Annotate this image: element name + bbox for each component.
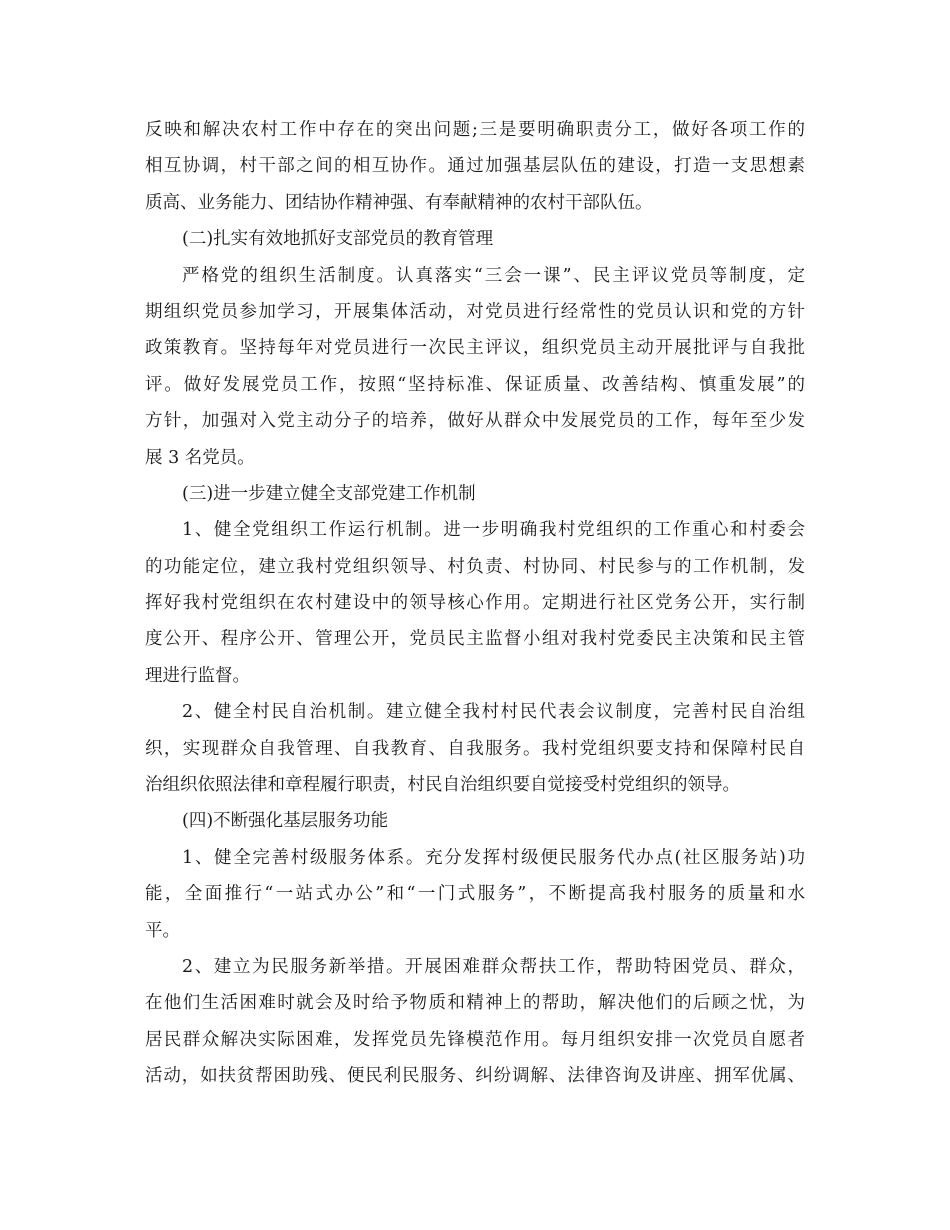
paragraph-villager-autonomy xyxy=(145,694,805,803)
text-line: 1、健全党组织工作运行机制。进一步明确我村党组织的工作重心和村委会 xyxy=(182,520,805,541)
text-line: 2、健全村民自治机制。建立健全我村村民代表会议制度，完善村民自治组 xyxy=(182,702,805,723)
text-line: 织，实现群众自我管理、自我教育、自我服务。我村党组织要支持和保障村民自 xyxy=(145,738,805,759)
text-line: 严格党的组织生活制度。认真落实“三会一课”、民主评议党员等制度，定 xyxy=(182,265,805,286)
text-line: 居民群众解决实际困难，发挥党员先锋模范作用。每月组织安排一次党员自愿者 xyxy=(145,1029,805,1050)
text-line: 2、建立为民服务新举措。开展困难群众帮扶工作，帮助特困党员、群众， xyxy=(182,956,805,977)
text-line: 度公开、程序公开、管理公开，党员民主监督小组对我村党委民主决策和民主管 xyxy=(145,629,805,650)
text-line: 能，全面推行“一站式办公”和“一门式服务”，不断提高我村服务的质量和水 xyxy=(145,884,805,905)
paragraph-village-service-system xyxy=(145,840,805,949)
text-line: 活动，如扶贫帮困助残、便民利民服务、纠纷调解、法律咨询及讲座、拥军优属、 xyxy=(145,1066,805,1087)
text-line: 挥好我村党组织在农村建设中的领导核心作用。定期进行社区党务公开，实行制 xyxy=(145,593,805,614)
text-line: 政策教育。坚持每年对党员进行一次民主评议，组织党员主动开展批评与自我批 xyxy=(145,338,805,359)
text-line: 的功能定位，建立我村党组织领导、村负责、村协同、村民参与的工作机制，发 xyxy=(145,556,805,577)
text-line: 理进行监督。 xyxy=(145,665,250,686)
section-heading-3 xyxy=(145,476,805,512)
text-line: 治组织依照法律和章程履行职责，村民自治组织要自觉接受村党组织的领导。 xyxy=(145,775,740,796)
text-line: 质高、业务能力、团结协作精神强、有奉献精神的农村干部队伍。 xyxy=(145,192,653,213)
section-heading-4 xyxy=(145,803,805,839)
text-line: 方针，加强对入党主动分子的培养，做好从群众中发展党员的工作，每年至少发 xyxy=(145,411,805,432)
section-heading: (四)不断强化基层服务功能 xyxy=(182,811,389,832)
paragraph-party-organization-mechanism xyxy=(145,512,805,694)
section-heading: (二)扎实有效地抓好支部党员的教育管理 xyxy=(182,229,494,250)
text-line: 平。 xyxy=(145,920,180,941)
text-line: 1、健全完善村级服务体系。充分发挥村级便民服务代办点(社区服务站)功 xyxy=(182,847,805,868)
section-heading-2 xyxy=(145,221,805,257)
text-line: 评。做好发展党员工作，按照“坚持标准、保证质量、改善结构、慎重发展”的 xyxy=(145,374,805,395)
text-line: 相互协调，村干部之间的相互协作。通过加强基层队伍的建设，打造一支思想素 xyxy=(145,156,805,177)
text-line: 反映和解决农村工作中存在的突出问题;三是要明确职责分工，做好各项工作的 xyxy=(145,120,805,140)
document-page xyxy=(145,112,805,1095)
text-line: 展 3 名党员。 xyxy=(145,447,255,468)
text-line: 在他们生活困难时就会及时给予物质和精神上的帮助，解决他们的后顾之忧，为 xyxy=(145,993,805,1014)
paragraph-rural-cadre-team xyxy=(145,112,805,221)
section-heading: (三)进一步建立健全支部党建工作机制 xyxy=(182,483,476,504)
paragraph-party-life-system xyxy=(145,258,805,476)
paragraph-service-measures xyxy=(145,949,805,1095)
text-line: 期组织党员参加学习，开展集体活动，对党员进行经常性的党员认识和党的方针 xyxy=(145,301,805,322)
